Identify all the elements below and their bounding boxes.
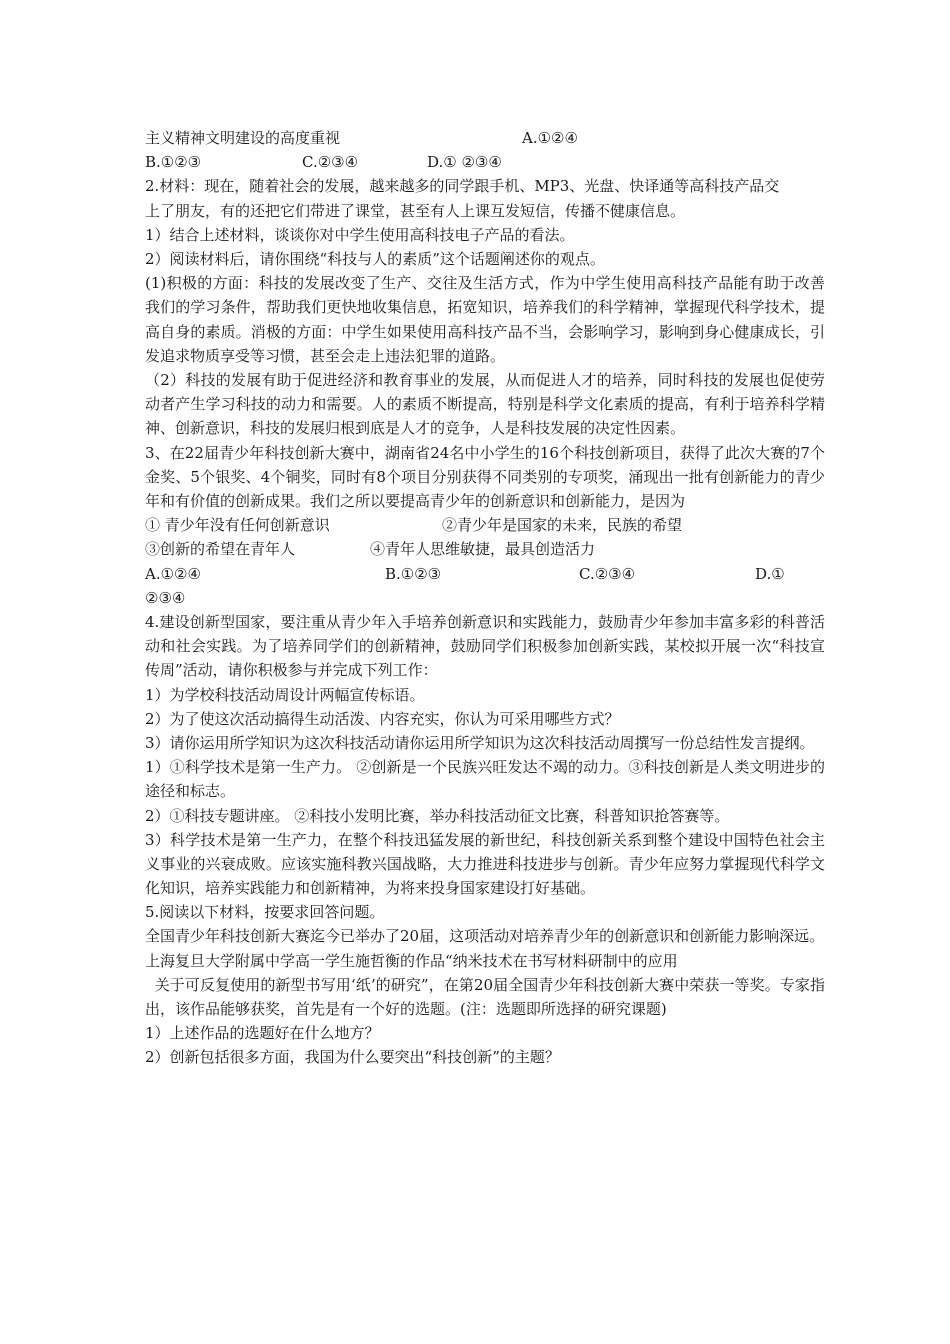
q4-answer-2: 2）①科技专题讲座。 ②科技小发明比赛，举办科技活动征文比赛，科普知识抢答赛等。 — [145, 806, 730, 825]
q3-choice-b: B.①②③ — [385, 564, 442, 583]
q5-paragraph-2-cont: 关于可反复使用的新型书写用‘纸’的研究”，在第20届全国青少年科技创新大赛中荣获一等奖。专家指出，该作品能够获奖，首先是有一个好的选题。(注：选题即所选择的研究课题) — [145, 975, 825, 1019]
q4-sub-1: 1）为学校科技活动周设计两幅宣传标语。 — [145, 685, 425, 704]
q2-answer-1: (1)积极的方面：科技的发展改变了生产、交往及生活方式，作为中学生使用高科技产品能有助于改善我们的学习条件，帮助我们更快地收集信息，拓宽知识，培养我们的科学精神，掌握现代科学技术，提高自身的素质。消极的方面：中学生如果使用高科技产品不当，会影响学习，影响到身心健康成长，引发追求物质享受等习惯，甚至会走上违法犯罪的道路。 — [145, 274, 825, 365]
q4-sub-3: 3）请你运用所学知识为这次科技活动请你运用所学知识为这次科技活动周撰写一份总结性发言提纲。 — [145, 733, 815, 752]
q3-option-1: ① 青少年没有任何创新意识 — [145, 516, 330, 535]
document-page — [145, 126, 825, 1070]
q5-title: 5.阅读以下材料，按要求回答问题。 — [145, 903, 385, 922]
q3-options-row-1 — [145, 513, 825, 537]
choice-d: D.① ②③④ — [427, 153, 502, 172]
q2-sub-2: 2）阅读材料后，请你围绕“科技与人的素质”这个话题阐述你的观点。 — [145, 249, 605, 268]
choice-a: A.①②④ — [522, 129, 578, 147]
q5-paragraph-2-line-1: 上海复旦大学附属中学高一学生施哲衡的作品“纳米技术在书写材料研制中的应用 — [145, 951, 678, 970]
q3-options-row-2 — [145, 537, 825, 561]
q3-choice-d-cont: ②③④ — [145, 588, 186, 607]
q3-stem: 3、在22届青少年科技创新大赛中，湖南省24名中小学生的16个科技创新项目，获得了此次大赛的7个金奖、5个银奖、4个铜奖，同时有8个项目分别获得不同类别的专项奖，涌现出一批有创新能力的青少年和有价值的创新成果。我们之所以要提高青少年的创新意识和创新能力，是因为 — [145, 443, 825, 510]
q2-stem-line-2: 上了朋友，有的还把它们带进了课堂，甚至有人上课互发短信，传播不健康信息。 — [145, 201, 686, 220]
q2-stem-line-1: 2.材料：现在，随着社会的发展，越来越多的同学跟手机、MP3、光盘、快译通等高科技产品交 — [145, 177, 780, 196]
text-line: 主义精神文明建设的高度重视 — [145, 129, 341, 147]
q2-answer-2: （2）科技的发展有助于促进经济和教育事业的发展，从而促进人才的培养，同时科技的发展也促使劳动者产生学习科技的动力和需要。人的素质不断提高，特别是科学文化素质的提高，有利于培养科学精神、创新意识，科技的发展归根到底是人才的竞争，人是科技发展的决定性因素。 — [145, 370, 825, 438]
q4-answer-3: 3）科学技术是第一生产力，在整个科技迅猛发展的新世纪，科技创新关系到整个建设中国特色社会主义事业的兴衰成败。应该实施科教兴国战略，大力推进科技进步与创新。青少年应努力掌握现代科学文化知识，培养实践能力和创新精神，为将来投身国家建设打好基础。 — [145, 830, 825, 898]
q3-option-3: ③创新的希望在青年人 — [145, 540, 296, 559]
q5-paragraph-1: 全国青少年科技创新大赛迄今已举办了20届，这项活动对培养青少年的创新意识和创新能力影响深远。 — [145, 927, 825, 946]
q3-option-4: ④青年人思维敏捷，最具创造活力 — [370, 540, 596, 559]
q4-sub-2: 2）为了使这次活动搞得生动活泼、内容充实，你认为可采用哪些方式？ — [145, 709, 620, 728]
q4-stem: 4.建设创新型国家，要注重从青少年入手培养创新意识和实践能力，鼓励青少年参加丰富多彩的科普活动和社会实践。为了培养同学们的创新精神，鼓励同学们积极参加创新实践，某校拟开展一次“科技宣传周”活动，请你积极参与并完成下列工作： — [145, 612, 825, 680]
q5-sub-2: 2）创新包括很多方面，我国为什么要突出“科技创新”的主题？ — [145, 1048, 560, 1067]
q4-answer-1: 1）①科学技术是第一生产力。 ②创新是一个民族兴旺发达不竭的动力。③科技创新是人类文明进步的途径和标志。 — [145, 758, 825, 801]
q3-option-2: ②青少年是国家的未来，民族的希望 — [442, 516, 683, 535]
q3-choice-a: A.①②④ — [145, 564, 201, 583]
choice-row-2 — [145, 150, 825, 174]
q3-choices-row — [145, 562, 825, 586]
choice-c: C.②③④ — [302, 153, 359, 172]
q3-choice-c: C.②③④ — [579, 564, 636, 583]
q5-sub-1: 1）上述作品的选题好在什么地方？ — [145, 1024, 380, 1043]
choice-row-1 — [145, 126, 825, 150]
q3-choice-d: D.① — [755, 564, 785, 583]
choice-b: B.①②③ — [145, 153, 202, 172]
q2-sub-1: 1）结合上述材料，谈谈你对中学生使用高科技电子产品的看法。 — [145, 225, 575, 244]
